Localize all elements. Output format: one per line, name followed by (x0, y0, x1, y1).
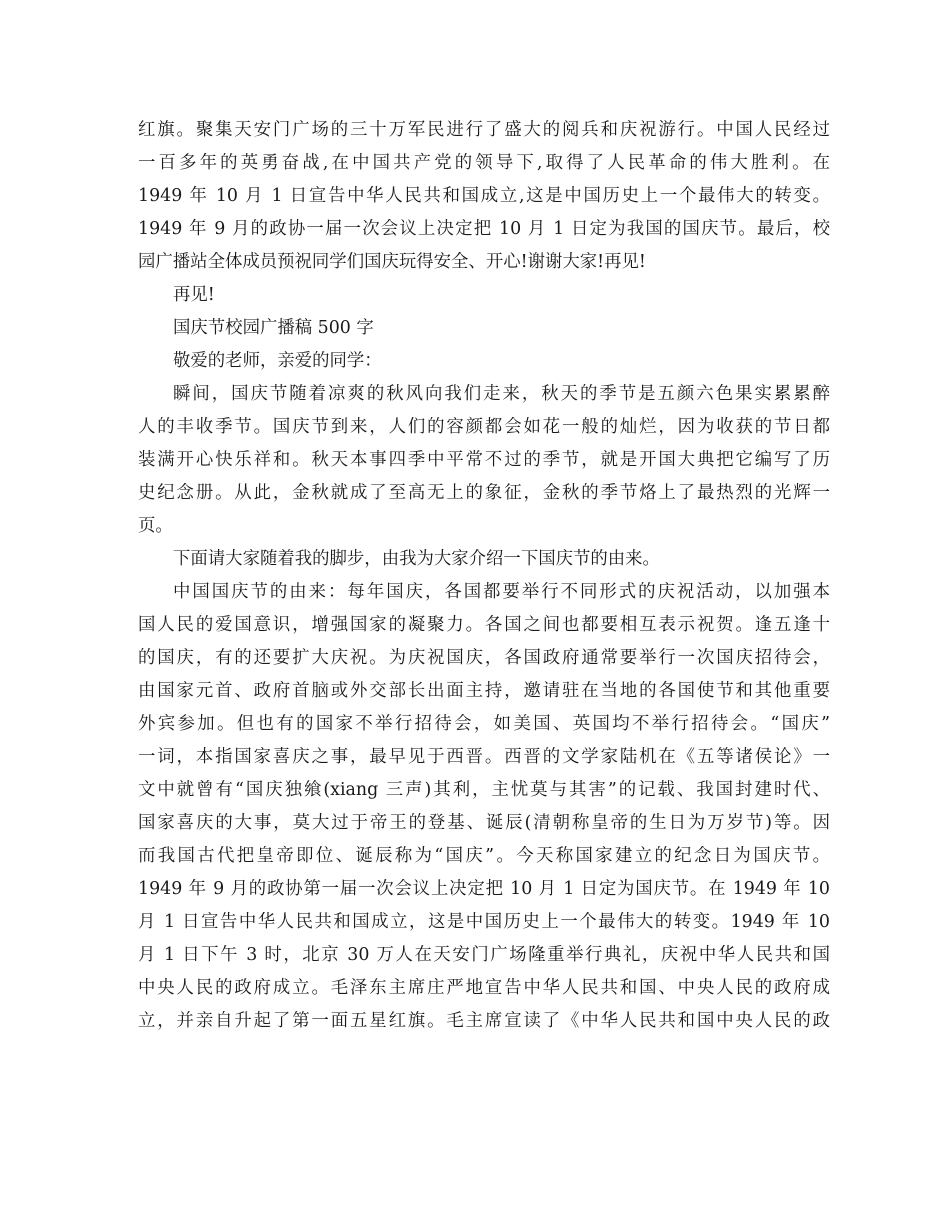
text-line: 人的丰收季节。国庆节到来，人们的容颜都会如花一般的灿烂，因为收获的节日都 (138, 417, 830, 437)
text-line: 园广播站全体成员预祝同学们国庆玩得安全、开心!谢谢大家!再见! (138, 252, 646, 272)
section-title: 国庆节校园广播稿 500 字 (173, 318, 374, 338)
text-line: 月 1 日下午 3 时，北京 30 万人在天安门广场隆重举行典礼，庆祝中华人民共和国 (138, 945, 830, 965)
closing-line: 再见! (173, 285, 215, 305)
text-line: 外宾参加。但也有的国家不举行招待会，如美国、英国均不举行招待会。“国庆” (138, 714, 830, 734)
text-line: 1949 年 10 月 1 日宣告中华人民共和国成立,这是中国历史上一个最伟大的转变。 (138, 186, 830, 206)
text-line: 国人民的爱国意识，增强国家的凝聚力。各国之间也都要相互表示祝贺。逢五逢十 (138, 615, 830, 635)
text-line: 瞬间，国庆节随着凉爽的秋风向我们走来，秋天的季节是五颜六色果实累累醉 (173, 384, 830, 404)
text-line: 由国家元首、政府首脑或外交部长出面主持，邀请驻在当地的各国使节和其他重要 (138, 681, 830, 701)
text-line: 文中就曾有“国庆独飨(xiang 三声)其利，主忧莫与其害”的记载、我国封建时代、 (138, 780, 830, 800)
text-line: 的国庆，有的还要扩大庆祝。为庆祝国庆，各国政府通常要举行一次国庆招待会， (138, 648, 830, 668)
text-line: 装满开心快乐祥和。秋天本事四季中平常不过的季节，就是开国大典把它编写了历 (138, 450, 830, 470)
text-line: 页。 (138, 516, 173, 536)
text-line: 而我国古代把皇帝即位、诞辰称为“国庆”。今天称国家建立的纪念日为国庆节。 (138, 846, 830, 866)
text-line: 一百多年的英勇奋战,在中国共产党的领导下,取得了人民革命的伟大胜利。在 (138, 153, 830, 173)
text-line: 1949 年 9 月的政协一届一次会议上决定把 10 月 1 日定为我国的国庆节。最后，校 (138, 219, 830, 239)
text-line: 1949 年 9 月的政协第一届一次会议上决定把 10 月 1 日定为国庆节。在 1949 年 10 (138, 879, 830, 899)
document-body (138, 114, 830, 1038)
salutation-line: 敬爱的老师，亲爱的同学： (173, 351, 382, 371)
text-line: 月 1 日宣告中华人民共和国成立，这是中国历史上一个最伟大的转变。1949 年 10 (138, 912, 830, 932)
text-line: 国家喜庆的大事，莫大过于帝王的登基、诞辰(清朝称皇帝的生日为万岁节)等。因 (138, 813, 830, 833)
text-line: 红旗。聚集天安门广场的三十万军民进行了盛大的阅兵和庆祝游行。中国人民经过 (138, 120, 830, 140)
text-line: 史纪念册。从此，金秋就成了至高无上的象征，金秋的季节烙上了最热烈的光辉一 (138, 483, 830, 503)
text-line: 一词，本指国家喜庆之事，最早见于西晋。西晋的文学家陆机在《五等诸侯论》一 (138, 747, 830, 767)
text-line: 立，并亲自升起了第一面五星红旗。毛主席宣读了《中华人民共和国中央人民的政 (138, 1011, 830, 1031)
text-line: 下面请大家随着我的脚步，由我为大家介绍一下国庆节的由来。 (173, 549, 660, 569)
text-line: 中国国庆节的由来：每年国庆，各国都要举行不同形式的庆祝活动，以加强本 (173, 582, 830, 602)
text-line: 中央人民的政府成立。毛泽东主席庄严地宣告中华人民共和国、中央人民的政府成 (138, 978, 830, 998)
